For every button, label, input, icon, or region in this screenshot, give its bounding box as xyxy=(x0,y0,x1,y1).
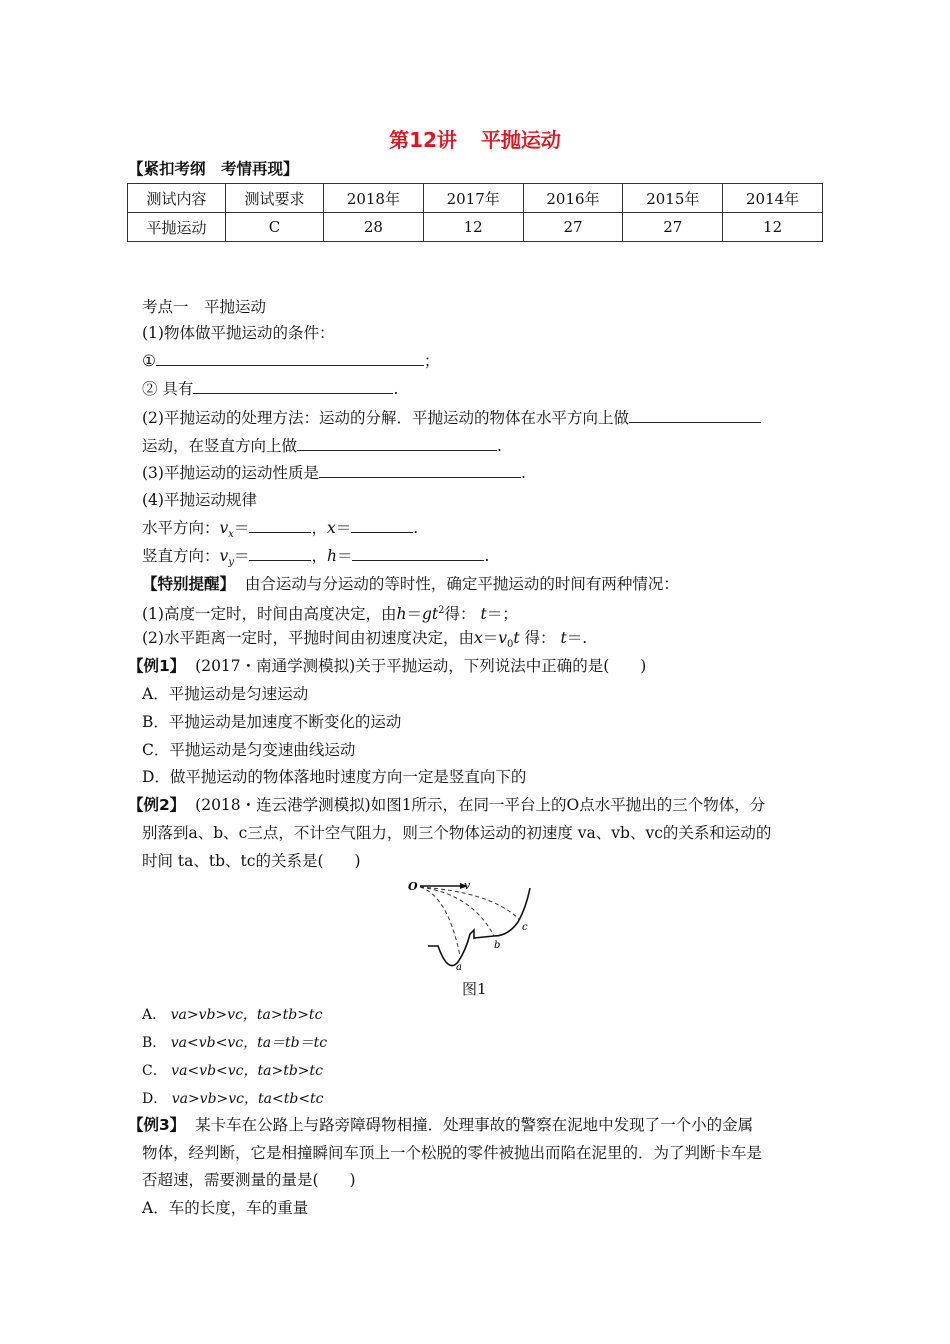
section-header: 【紧扣考纲 考情再现】 xyxy=(128,160,299,178)
table-cell: 27 xyxy=(523,213,623,242)
trajectory-a xyxy=(420,887,460,956)
table-header-cell: 2018年 xyxy=(324,184,424,213)
answer-blank[interactable] xyxy=(249,518,311,533)
table-header-cell: 测试要求 xyxy=(226,184,324,213)
ex1-option-c: C．平抛运动是匀变速曲线运动 xyxy=(142,741,356,759)
tip-2: (2)水平距离一定时，平抛时间由初速度决定，由$x=v_0t$ 得： t＝. xyxy=(142,629,588,651)
ex2-option-c: C． va<vb<vc，ta>tb>tc xyxy=(142,1063,323,1079)
answer-blank[interactable] xyxy=(351,518,413,533)
answer-blank[interactable] xyxy=(297,436,497,451)
lesson-number: 第12讲 xyxy=(389,128,457,152)
table-header-row xyxy=(128,184,823,213)
table-header-cell: 2017年 xyxy=(423,184,523,213)
q1b: ② 具有 . xyxy=(142,380,399,398)
ex2-option-b: B． va<vb<vc，ta＝tb＝tc xyxy=(142,1035,328,1051)
answer-blank[interactable] xyxy=(156,351,424,366)
lesson-title xyxy=(0,124,950,153)
vertical-direction: 竖直方向：$v_y=$ ，h＝ . xyxy=(142,547,490,569)
tip-1: (1)高度一定时，时间由高度决定，由$h=gt^2$得： t＝； xyxy=(142,605,518,624)
table-row xyxy=(128,213,823,242)
label-O: O xyxy=(408,880,418,893)
ex1-option-b: B．平抛运动是加速度不断变化的运动 xyxy=(142,713,402,731)
figure-1-diagram xyxy=(404,874,544,974)
table-cell: 12 xyxy=(423,213,523,242)
terrain-outline xyxy=(428,888,530,966)
label-b: b xyxy=(494,940,501,951)
special-tip: 【特别提醒】 由合运动与分运动的等时性，确定平抛运动的时间有两种情况： xyxy=(142,575,679,593)
ex2-option-a: A． va>vb>vc，ta>tb>tc xyxy=(142,1007,323,1023)
q1: (1)物体做平抛运动的条件： xyxy=(142,324,335,342)
q3: (3)平抛运动的运动性质是 . xyxy=(142,464,526,482)
q1a: ① ； xyxy=(142,352,440,370)
example-2: 【例2】 (2018・连云港学测模拟)如图1所示，在同一平台上的O点水平抛出的三个物体，分 xyxy=(128,796,766,814)
table-cell: 平抛运动 xyxy=(128,213,226,242)
kp1-title: 考点一 平抛运动 xyxy=(142,298,267,316)
ex1-option-d: D．做平抛运动的物体落地时速度方向一定是竖直向下的 xyxy=(142,768,527,786)
label-a: a xyxy=(456,962,462,973)
trajectory-b xyxy=(420,887,494,936)
table-cell: 27 xyxy=(623,213,723,242)
table-header-cell: 2015年 xyxy=(623,184,723,213)
answer-blank[interactable] xyxy=(319,463,521,478)
q2-line1: (2)平抛运动的处理方法：运动的分解．平抛运动的物体在水平方向上做 xyxy=(142,408,761,428)
table-cell: 28 xyxy=(324,213,424,242)
ex3-line3: 否超速，需要测量的量是( ) xyxy=(142,1171,356,1189)
ex2-line2: 别落到a、b、c三点，不计空气阻力，则三个物体运动的初速度 va、vb、vc的关系和运动的 xyxy=(142,824,772,842)
q2-line2: 运动，在竖直方向上做 . xyxy=(142,437,502,455)
example-3: 【例3】 某卡车在公路上与路旁障碍物相撞．处理事故的警察在泥地中发现了一个小的金属 xyxy=(128,1116,754,1134)
table-header-cell: 2014年 xyxy=(723,184,823,213)
answer-blank[interactable] xyxy=(629,408,761,423)
ex2-option-d: D． va>vb>vc，ta<tb<tc xyxy=(142,1091,324,1107)
table-cell: 12 xyxy=(723,213,823,242)
answer-blank[interactable] xyxy=(193,379,393,394)
exam-table xyxy=(127,183,823,242)
label-c: c xyxy=(522,922,528,933)
ex3-option-a: A．车的长度，车的重量 xyxy=(142,1199,309,1217)
q4: (4)平抛运动规律 xyxy=(142,491,257,509)
ex2-line3: 时间 ta、tb、tc的关系是( ) xyxy=(142,852,361,870)
ex3-line2: 物体，经判断，它是相撞瞬间车顶上一个松脱的零件被抛出而陷在泥里的．为了判断卡车是 xyxy=(142,1144,763,1162)
table-header-cell: 2016年 xyxy=(523,184,623,213)
figure-caption: 图1 xyxy=(462,980,487,998)
lesson-topic: 平抛运动 xyxy=(480,128,561,152)
example-1: 【例1】 (2017・南通学测模拟)关于平抛运动，下列说法中正确的是( ) xyxy=(128,657,647,675)
horizontal-direction: 水平方向：$v_x=$ ，x＝ . xyxy=(142,519,419,541)
table-header-cell: 测试内容 xyxy=(128,184,226,213)
answer-blank[interactable] xyxy=(249,546,311,561)
label-v: v xyxy=(464,879,471,892)
table-cell: C xyxy=(226,213,324,242)
ex1-option-a: A．平抛运动是匀速运动 xyxy=(142,685,309,703)
answer-blank[interactable] xyxy=(352,546,484,561)
